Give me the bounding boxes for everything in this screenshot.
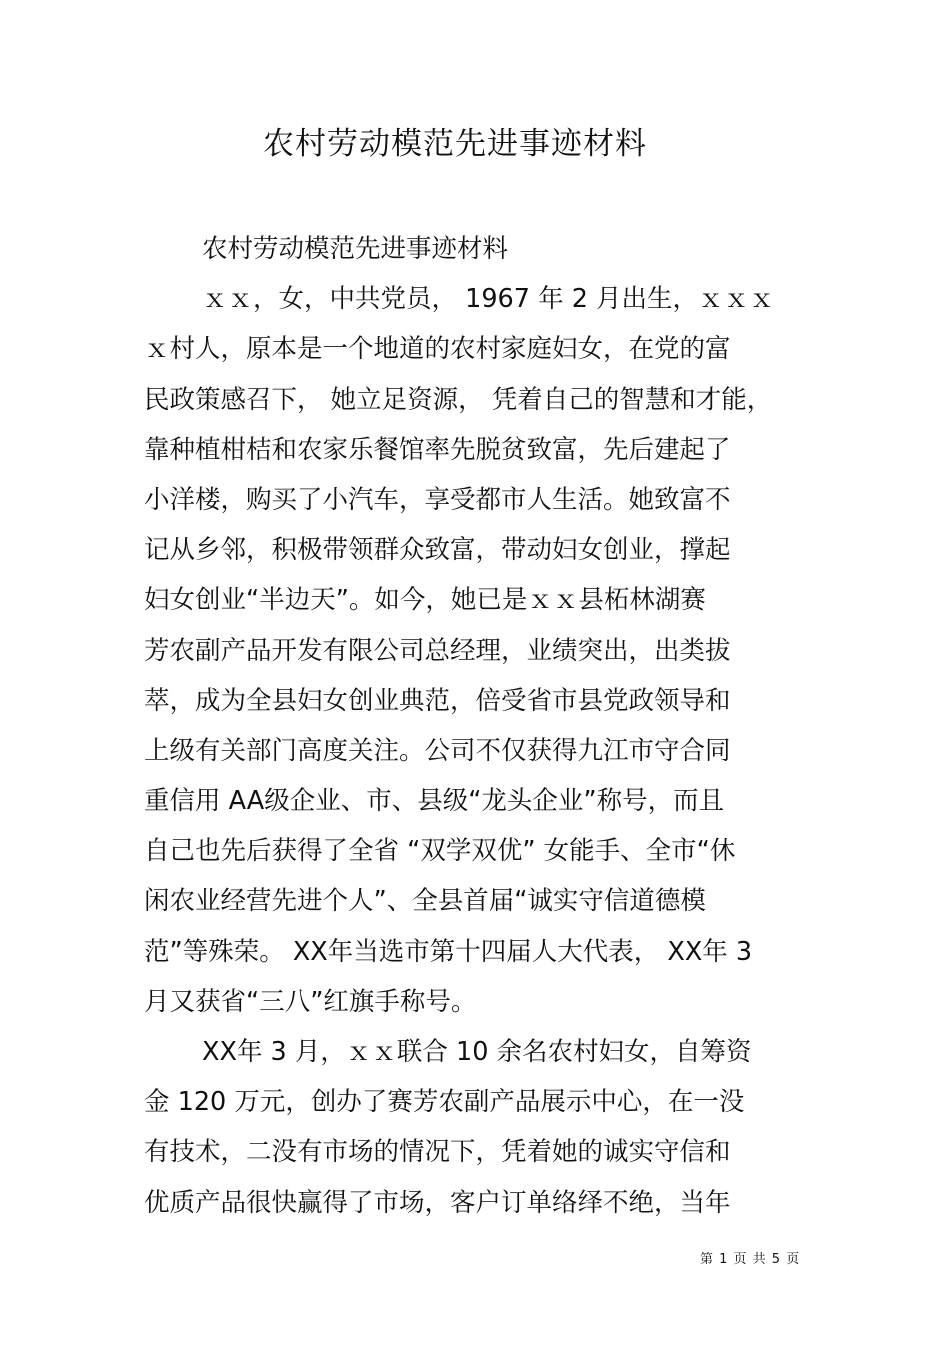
document-title: 农村劳动模范先进事迹材料 <box>263 126 647 162</box>
body-line: 农村劳动模范先进事迹材料 <box>202 234 509 264</box>
body-line: ｘｘ，女，中共党员， 1967 年 2 月出生，ｘｘｘ <box>202 284 775 315</box>
body-line: ｘ村人，原本是一个地道的农村家庭妇女，在党的富 <box>144 334 731 365</box>
body-line: 有技术，二没有市场的情况下，凭着她的诚实守信和 <box>144 1137 731 1168</box>
body-line: 小洋楼，购买了小汽车，享受都市人生活。她致富不 <box>144 484 731 515</box>
body-line: 闲农业经营先进个人”、全县首届“诚实守信道德模 <box>144 886 706 917</box>
body-line: 重信用 AA级企业、市、县级“龙头企业”称号，而且 <box>144 786 725 817</box>
body-line: 优质产品很快赢得了市场，客户订单络绎不绝，当年 <box>144 1187 731 1218</box>
body-line: 自己也先后获得了全省 “双学双优” 女能手、全市“休 <box>144 836 736 867</box>
body-line: 妇女创业“半边天”。如今，她已是ｘｘ县柘林湖赛 <box>144 585 706 616</box>
body-line: 靠种植柑桔和农家乐餐馆率先脱贫致富，先后建起了 <box>144 434 731 465</box>
body-line: 月又获省“三八”红旗手称号。 <box>144 986 477 1017</box>
document-body <box>144 224 824 1228</box>
body-line: 芳农副产品开发有限公司总经理，业绩突出，出类拔 <box>144 635 731 666</box>
body-line: 范”等殊荣。 XX年当选市第十四届人大代表， XX年 3 <box>144 936 753 967</box>
body-line: 金 120 万元，创办了赛芳农副产品展示中心，在一没 <box>144 1087 745 1118</box>
body-line: XX年 3 月，ｘｘ联合 10 余名农村妇女，自筹资 <box>202 1037 752 1067</box>
body-line: 萃，成为全县妇女创业典范，倍受省市县党政领导和 <box>144 685 731 716</box>
body-line: 上级有关部门高度关注。公司不仅获得九江市守合同 <box>144 735 731 766</box>
body-line: 民政策感召下， 她立足资源， 凭着自己的智慧和才能， <box>144 384 773 415</box>
page-number: 第 1 页 共 5 页 <box>700 1252 801 1267</box>
body-line: 记从乡邻，积极带领群众致富，带动妇女创业，撑起 <box>144 535 731 566</box>
